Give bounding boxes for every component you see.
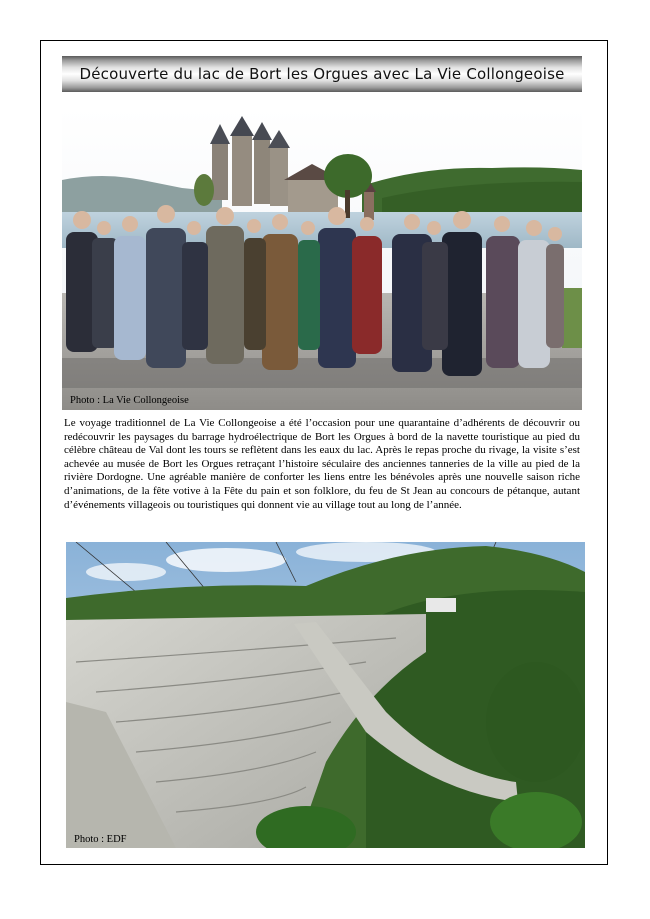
page-title: Découverte du lac de Bort les Orgues avec La Vie Collongeoise [79, 65, 565, 83]
dam-photo-caption: Photo : EDF [74, 834, 127, 845]
dam-photo [66, 542, 585, 848]
group-photo [62, 108, 582, 410]
article-text: Le voyage traditionnel de La Vie Collongeoise a été l’occasion pour une quarantaine d’adhérents de découvrir ou redécouvrir les paysages du barrage hydroélectrique de Bort les Orgues à bord de la navette touristique au pied du célèbre château de Val dont les tours se reflètent dans les eaux du lac. Après le repas proche du rivage, la visite s’est achevée au musée de Bort les Orgues retraçant l’histoire séculaire des anciennes tanneries de la ville au pied de la rivière Dordogne. Une agréable manière de conforter les liens entre les bénévoles après une nouvelle saison riche d’animations, de la fête votive à la Fête du pain et son folklore, du feu de St Jean au concours de pétanque, autant d’événements villageois ou touristiques qui donnent vie au village tout au long de l’année. [64, 417, 580, 511]
dam-photo-image [66, 542, 585, 848]
group-photo-image [62, 108, 582, 410]
group-photo-caption: Photo : La Vie Collongeoise [70, 395, 189, 406]
title-banner [62, 56, 582, 92]
